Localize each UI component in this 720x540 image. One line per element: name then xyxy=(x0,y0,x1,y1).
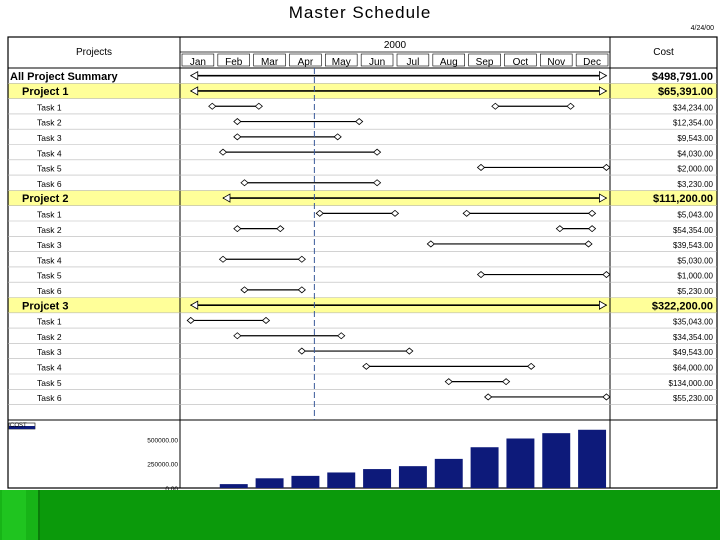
cost-bar xyxy=(256,478,284,488)
task-start-marker xyxy=(234,333,241,339)
row-cost: $54,354.00 xyxy=(672,225,713,235)
footer-band xyxy=(0,490,720,540)
task-start-marker xyxy=(316,210,323,216)
task-end-marker xyxy=(298,256,305,262)
row-cost: $34,234.00 xyxy=(672,103,713,113)
month-label: Jan xyxy=(189,57,206,68)
row-name: Task 5 xyxy=(37,270,62,281)
task-end-marker xyxy=(374,149,381,155)
row-cost: $65,391.00 xyxy=(657,86,713,99)
task-start-marker xyxy=(234,134,241,140)
month-label: Jul xyxy=(406,57,420,68)
row-name: Task 3 xyxy=(37,347,62,358)
row-cost: $55,230.00 xyxy=(672,394,713,404)
year-header: 2000 xyxy=(383,40,407,51)
month-label: Nov xyxy=(547,57,566,68)
task-start-marker xyxy=(234,119,241,125)
row-cost: $322,200.00 xyxy=(651,300,713,313)
task-end-marker xyxy=(406,348,413,354)
row-name: Project 2 xyxy=(22,193,69,206)
task-start-marker xyxy=(241,287,248,293)
row-name: Projcet 3 xyxy=(22,300,69,313)
cost-header: Cost xyxy=(653,47,674,58)
task-end-marker xyxy=(356,119,363,125)
row-name: Task 4 xyxy=(37,255,62,266)
y-tick-label: 250000.00 xyxy=(147,461,178,469)
row-name: Task 6 xyxy=(37,178,62,189)
task-start-marker xyxy=(492,103,499,109)
y-tick-label: 0.00 xyxy=(165,486,178,490)
month-label: Sep xyxy=(475,57,494,68)
task-end-marker xyxy=(603,272,610,278)
task-end-marker xyxy=(334,134,341,140)
task-start-marker xyxy=(298,348,305,354)
task-end-marker xyxy=(528,363,535,369)
row-name: Task 6 xyxy=(37,286,62,296)
task-end-marker xyxy=(374,180,381,186)
row-cost: $4,030.00 xyxy=(677,149,713,159)
page-title: Master Schedule xyxy=(288,3,432,22)
row-cost: $2,000.00 xyxy=(677,164,713,174)
task-start-marker xyxy=(234,226,241,232)
projects-header: Projects xyxy=(75,47,113,58)
row-name: Project 1 xyxy=(22,86,69,99)
row-name: Task 2 xyxy=(37,331,62,342)
bar-end-marker xyxy=(599,72,606,80)
cost-bar xyxy=(471,447,499,488)
row-name: Task 3 xyxy=(37,133,62,143)
month-label: Aug xyxy=(439,57,458,68)
task-start-marker xyxy=(463,210,470,216)
row-name: Task 5 xyxy=(37,163,62,174)
row-cost: $34,354.00 xyxy=(672,332,713,342)
row-name: Task 6 xyxy=(37,393,62,404)
row-name: Task 5 xyxy=(37,377,62,388)
task-start-marker xyxy=(220,256,227,262)
row-cost: $49,543.00 xyxy=(672,348,713,358)
task-start-marker xyxy=(187,317,194,323)
row-name: Task 1 xyxy=(37,209,62,220)
month-label: Dec xyxy=(583,57,601,68)
cost-bar xyxy=(578,430,606,488)
month-label: May xyxy=(331,57,351,68)
task-start-marker xyxy=(445,379,452,385)
cost-bar xyxy=(399,466,427,488)
cost-bar xyxy=(435,459,463,488)
task-end-marker xyxy=(589,226,596,232)
cost-bar xyxy=(506,439,534,489)
task-end-marker xyxy=(603,164,610,170)
row-name: Task 1 xyxy=(37,102,62,113)
task-end-marker xyxy=(589,210,596,216)
row-cost: $12,354.00 xyxy=(672,118,713,128)
row-cost: $64,000.00 xyxy=(672,363,713,373)
row-name: Task 3 xyxy=(37,240,62,251)
month-label: Feb xyxy=(225,57,243,68)
task-start-marker xyxy=(427,241,434,247)
cost-bar xyxy=(220,484,248,488)
row-cost: $1,000.00 xyxy=(677,271,713,281)
row-cost: $3,230.00 xyxy=(677,179,713,189)
bar-start-marker xyxy=(191,72,198,80)
row-cost: $134,000.00 xyxy=(668,378,713,388)
task-end-marker xyxy=(392,210,399,216)
task-end-marker xyxy=(585,241,592,247)
footer-accent-light xyxy=(2,490,26,540)
task-start-marker xyxy=(556,226,563,232)
task-start-marker xyxy=(363,363,370,369)
task-start-marker xyxy=(209,103,216,109)
task-end-marker xyxy=(263,317,270,323)
row-cost: $5,230.00 xyxy=(677,287,713,296)
row-cost: $5,030.00 xyxy=(677,256,713,266)
row-name: Task 2 xyxy=(37,117,62,128)
task-start-marker xyxy=(220,149,227,155)
task-end-marker xyxy=(255,103,262,109)
month-label: Apr xyxy=(297,57,314,68)
task-end-marker xyxy=(277,226,284,232)
row-cost: $111,200.00 xyxy=(653,193,713,206)
row-name: Task 4 xyxy=(37,362,62,373)
row-cost: $498,791.00 xyxy=(651,70,713,83)
row-cost: $5,043.00 xyxy=(677,210,713,220)
task-start-marker xyxy=(478,272,485,278)
row-name: Task 1 xyxy=(37,316,62,327)
task-end-marker xyxy=(298,287,305,293)
y-tick-label: 500000.00 xyxy=(147,437,178,445)
report-date: 4/24/00 xyxy=(690,25,714,32)
task-end-marker xyxy=(567,103,574,109)
month-label: Mar xyxy=(260,57,279,68)
task-end-marker xyxy=(503,379,510,385)
cost-bar xyxy=(327,472,355,488)
legend-label: COST xyxy=(10,423,27,429)
row-name: Task 4 xyxy=(37,148,62,159)
row-name: Task 2 xyxy=(37,224,62,235)
row-cost: $9,543.00 xyxy=(677,134,713,143)
task-start-marker xyxy=(478,164,485,170)
month-label: Oct xyxy=(512,57,529,68)
row-cost: $35,043.00 xyxy=(672,317,713,327)
cost-bar xyxy=(291,476,319,488)
row-cost: $39,543.00 xyxy=(672,241,713,251)
task-end-marker xyxy=(338,333,345,339)
task-start-marker xyxy=(485,394,492,400)
task-end-marker xyxy=(603,394,610,400)
row-name: All Project Summary xyxy=(10,70,118,83)
cost-bar xyxy=(363,469,391,488)
task-start-marker xyxy=(241,180,248,186)
cost-bar xyxy=(542,433,570,488)
month-label: Jun xyxy=(369,57,386,68)
